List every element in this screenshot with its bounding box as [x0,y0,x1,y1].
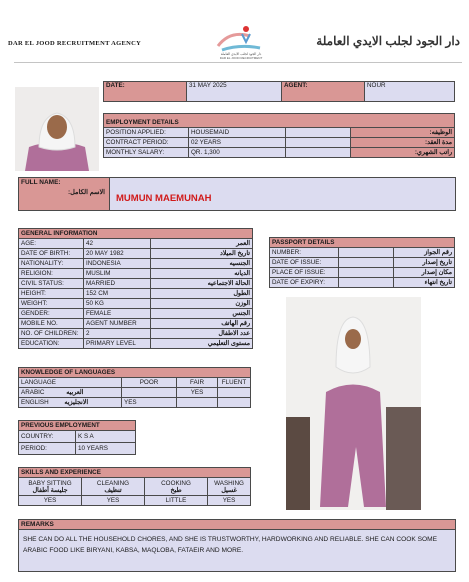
table-row [19,431,136,443]
skills-table [18,467,251,506]
position-label-ar: الوظيفه: [351,128,455,138]
table-row [19,309,253,319]
date-label: DATE: [104,82,187,102]
dob-label: DATE OF BIRTH: [19,249,84,259]
applicant-portrait-photo [15,87,99,171]
age-label: AGE: [19,239,84,249]
table-row [19,319,253,329]
religion-label: RELIGION: [19,269,84,279]
table-row [19,339,253,349]
expiry-label-ar: تاريخ انتهاء [394,278,455,288]
lang-col-language: LANGUAGE [19,378,122,388]
weight-label-ar: الوزن [151,299,253,309]
mobile-label: MOBILE NO. [19,319,84,329]
agency-name-en: DAR EL JOOD RECRUITMENT AGENCY [8,40,142,47]
education-value: PRIMARY LEVEL [84,339,151,349]
table-row [19,398,251,408]
height-value: 152 CM [84,289,151,299]
remarks-title: REMARKS [18,519,456,530]
expiry-value [339,278,394,288]
applicant-full-body-photo [286,297,421,510]
expiry-label: DATE OF EXPIRY: [270,278,339,288]
religion-label-ar: الديانه [151,269,253,279]
children-value: 2 [84,329,151,339]
previous-employment-table [18,420,136,455]
lang-arabic-ar: العربيه [66,388,84,396]
skill-washing-value: YES [208,496,251,506]
civil-status-value: MARRIED [84,279,151,289]
gender-value: FEMALE [84,309,151,319]
general-info-table [18,228,253,349]
dob-value: 20 MAY 1982 [84,249,151,259]
skill-cooking-value: LITTLE [145,496,208,506]
table-row [19,259,253,269]
date-value: 31 MAY 2025 [187,82,282,102]
table-row [19,388,251,398]
salary-value: QR. 1,300 [189,148,286,158]
skill-cleaning-value: YES [82,496,145,506]
skill-baby-sitting-ar: جليسة أطفال [32,486,68,494]
agent-label: AGENT: [282,82,365,102]
logo-caption-en: DAR EL JOOD RECRUITMENT [219,56,263,60]
table-row [19,249,253,259]
skill-cooking-ar: طبخ [170,486,182,494]
passport-number-label-ar: رقم الجواز [394,248,455,258]
mobile-label-ar: رقم الهاتف [151,319,253,329]
lang-arabic [19,388,122,398]
remarks-box [18,529,456,572]
full-name-label: FULL NAME: [21,179,61,186]
position-value: HOUSEMAID [189,128,286,138]
skill-cleaning [82,478,145,496]
country-label: COUNTRY: [19,431,76,443]
employment-title: EMPLOYMENT DETAILS [104,114,455,128]
nationality-label-ar: الجنسيه [151,259,253,269]
skill-baby-sitting-en: BABY SITTING [28,479,72,487]
general-info-title: GENERAL INFORMATION [19,229,253,239]
religion-value: MUSLIM [84,269,151,279]
table-row [19,289,253,299]
lang-english-fluent [218,398,251,408]
table-row [270,248,455,258]
lang-english-fair [177,398,218,408]
country-value: K S A [76,431,136,443]
dob-label-ar: تاريخ الميلاد [151,249,253,259]
lang-arabic-en: ARABIC [21,388,45,396]
skills-header-row [19,478,251,496]
nationality-label: NATIONALITY: [19,259,84,269]
mobile-value: AGENT NUMBER [84,319,151,329]
skills-title: SKILLS AND EXPERIENCE [19,468,251,478]
agent-value: NOUR [365,82,455,102]
contract-value: 02 YEARS [189,138,286,148]
skill-cooking [145,478,208,496]
skill-baby-sitting [19,478,82,496]
table-row [104,138,455,148]
languages-header-row [19,378,251,388]
table-row [270,258,455,268]
table-row [19,299,253,309]
issue-date-value [339,258,394,268]
passport-title: PASSPORT DETAILS [270,238,455,248]
table-row [270,278,455,288]
education-label-ar: مستوى التعليمي [151,339,253,349]
gender-label-ar: الجنس [151,309,253,319]
full-name-label-box [18,177,110,211]
salary-label: MONTHLY SALARY: [104,148,189,158]
skill-cooking-en: COOKING [161,479,191,487]
lang-col-fluent: FLUENT [218,378,251,388]
age-label-ar: العمر [151,239,253,249]
skill-cleaning-en: CLEANING [96,479,130,487]
period-label: PERIOD: [19,443,76,455]
passport-table [269,237,455,288]
issue-date-label-ar: تاريخ إصدار [394,258,455,268]
full-name-value-box [109,177,456,211]
passport-number-value [339,248,394,258]
full-name-label-ar: الاسم الكامل: [67,189,105,196]
lang-col-fair: FAIR [177,378,218,388]
issue-place-label-ar: مكان إصدار [394,268,455,278]
full-name-value: MUMUN MAEMUNAH [116,193,212,204]
employment-table [103,113,455,158]
table-row [104,148,455,158]
gender-label: GENDER: [19,309,84,319]
lang-english-en: ENGLISH [21,398,49,406]
previous-employment-title: PREVIOUS EMPLOYMENT [19,421,136,431]
children-label: NO. OF CHILDREN: [19,329,84,339]
table-row [19,279,253,289]
languages-title: KNOWLEDGE OF LANGUAGES [19,368,251,378]
remarks-text: SHE CAN DO ALL THE HOUSEHOLD CHORES, AND SHE IS TRUSTWORTHY, HARDWORKING AND RELIABLE. SHE CAN COOK SOME ARABIC FOOD LIKE BIRYANI, KABSA, MAQLOBA, FATAEIR AND MORE. [23,536,438,554]
civil-status-label-ar: الحالة الاجتماعيه [151,279,253,289]
lang-col-poor: POOR [122,378,177,388]
table-row [19,239,253,249]
weight-label: WEIGHT: [19,299,84,309]
logo-caption-ar: دار الجود لجلب الايدي العاملة [220,52,262,56]
age-value: 42 [84,239,151,249]
passport-number-label: NUMBER: [270,248,339,258]
position-label: POSITION APPLIED: [104,128,189,138]
skill-washing-ar: غسيل [221,486,237,494]
lang-english [19,398,122,408]
date-agent-table [103,81,455,102]
contract-label-ar: مدة العقد: [351,138,455,148]
table-row [104,128,455,138]
lang-english-ar: الانجليزيه [64,398,89,406]
weight-value: 50 KG [84,299,151,309]
table-row [19,443,136,455]
portrait-image [15,87,99,171]
contract-label: CONTRACT PERIOD: [104,138,189,148]
civil-status-label: CIVIL STATUS: [19,279,84,289]
issue-date-label: DATE OF ISSUE: [270,258,339,268]
salary-label-ar: راتب الشهري: [351,148,455,158]
agency-logo [210,20,272,62]
lang-english-poor: YES [122,398,177,408]
agency-name-ar: دار الجود لجلب الايدي العاملة [316,34,460,48]
table-row [19,329,253,339]
skill-cleaning-ar: تنظيف [104,486,122,494]
skill-washing-en: WASHING [214,479,244,487]
nationality-value: INDONESIA [84,259,151,269]
table-row [19,496,251,506]
height-label: HEIGHT: [19,289,84,299]
issue-place-value [339,268,394,278]
table-row [270,268,455,278]
issue-place-label: PLACE OF ISSUE: [270,268,339,278]
skill-baby-sitting-value: YES [19,496,82,506]
lang-arabic-poor [122,388,177,398]
education-label: EDUCATION: [19,339,84,349]
lang-arabic-fair: YES [177,388,218,398]
table-row [19,269,253,279]
period-value: 10 YEARS [76,443,136,455]
skill-washing [208,478,251,496]
children-label-ar: عدد الاطفال [151,329,253,339]
height-label-ar: الطول [151,289,253,299]
header-divider [14,62,462,63]
lang-arabic-fluent [218,388,251,398]
languages-table [18,367,251,408]
full-body-image [286,297,421,510]
